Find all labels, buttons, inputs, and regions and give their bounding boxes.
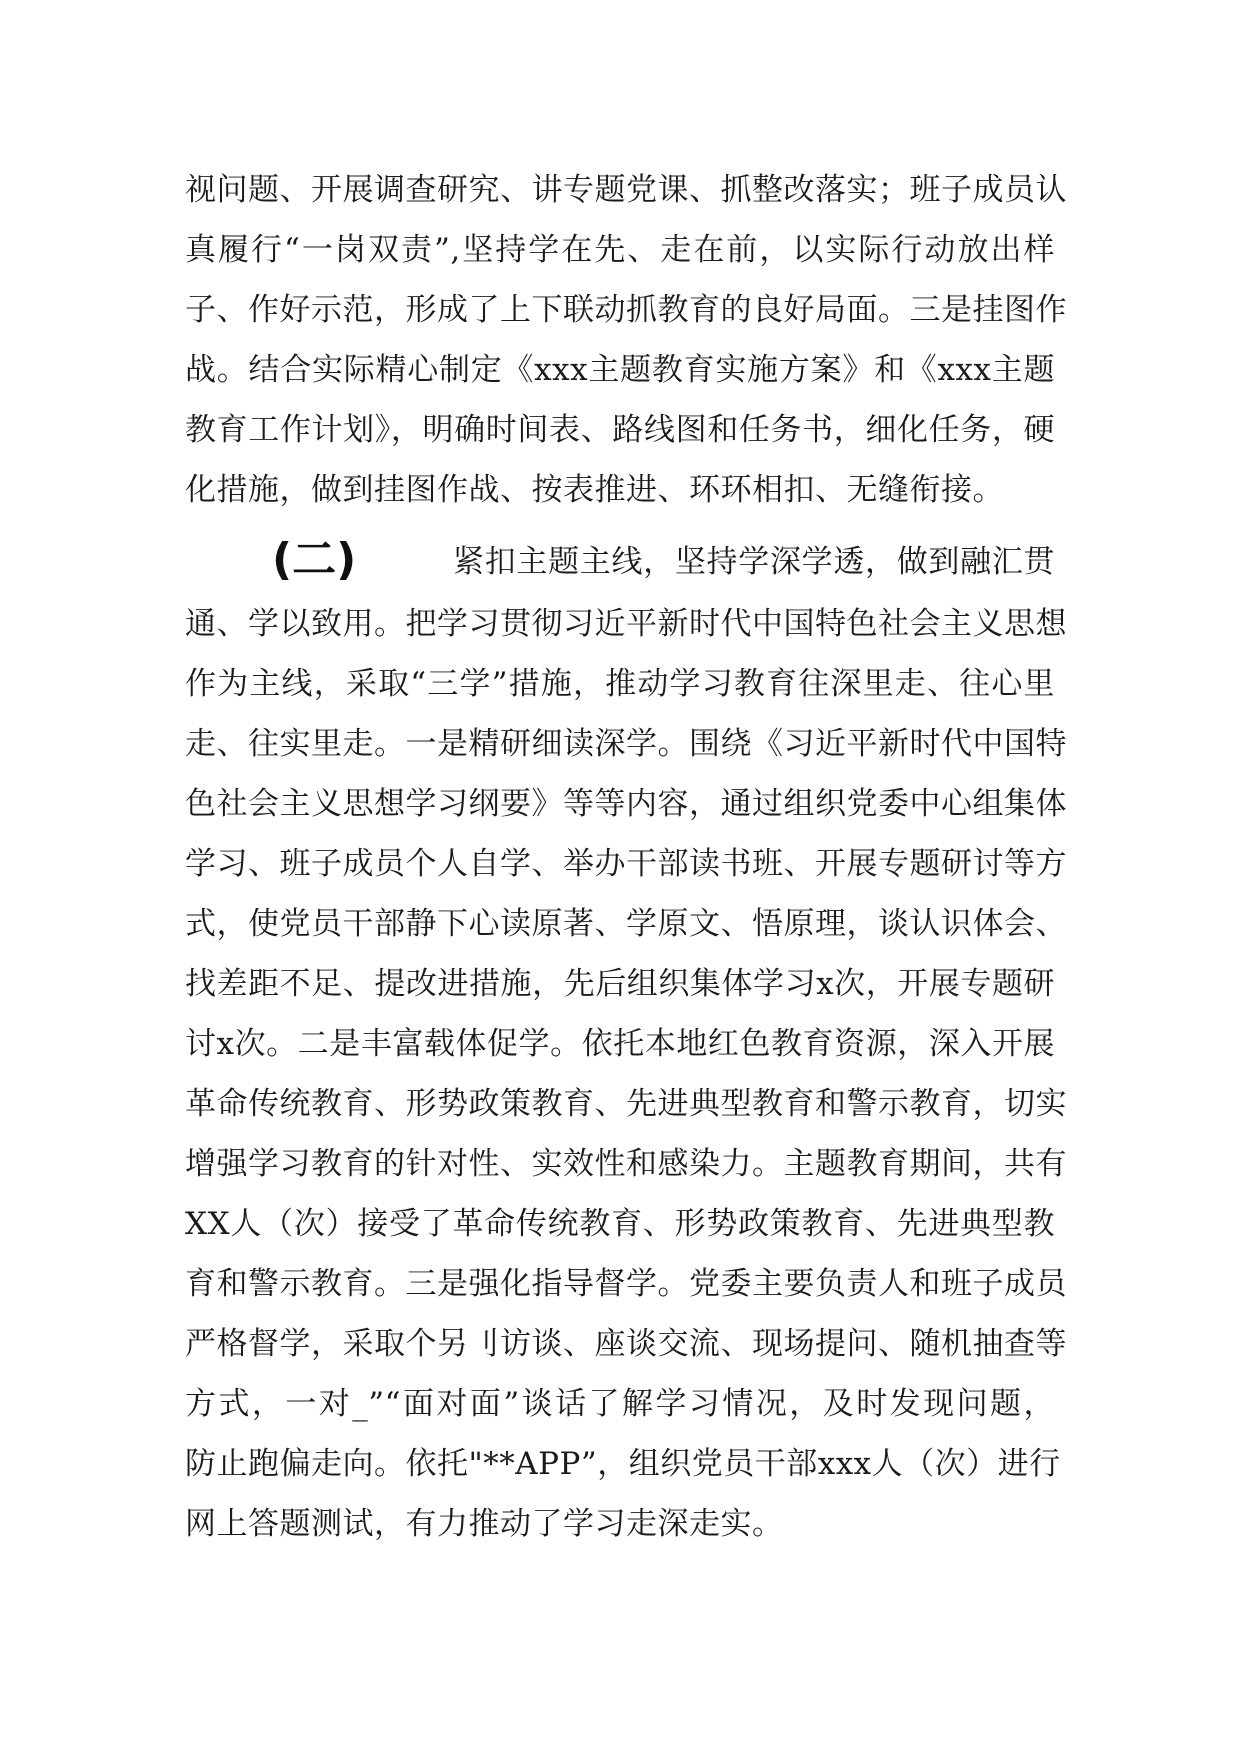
text-line: 严格督学，采取个另刂访谈、座谈交流、现场提问、随机抽查等 <box>185 1326 1067 1362</box>
text-line: 作为主线，采取“三学”措施，推动学习教育往深里走、往心里 <box>185 666 1055 702</box>
section-heading <box>185 530 1055 594</box>
text-line: 真履行“一岗双责”,坚持学在先、走在前，以实际行动放出样 <box>185 232 1055 268</box>
text-line: 战。结合实际精心制定《xxx主题教育实施方案》和《xxx主题 <box>185 352 1055 388</box>
text-line: 化措施，做到挂图作战、按表推进、环环相扣、无缝衔接。 <box>185 472 1004 508</box>
text-line: 子、作好示范，形成了上下联动抓教育的良好局面。三是挂图作 <box>185 292 1067 328</box>
text-line: 方式，一对_”“面对面”谈话了解学习情况，及时发现问题， <box>185 1386 1055 1422</box>
text-line: 式，使党员干部静下心读原著、学原文、悟原理，谈认识体会、 <box>185 906 1067 942</box>
text-line: XX人（次）接受了革命传统教育、形势政策教育、先进典型教 <box>185 1206 1055 1242</box>
text-line: 增强学习教育的针对性、实效性和感染力。主题教育期间，共有 <box>185 1146 1067 1182</box>
text-line: 色社会主义思想学习纲要》等等内容，通过组织党委中心组集体 <box>185 786 1067 822</box>
text-line: 革命传统教育、形势政策教育、先进典型教育和警示教育，切实 <box>185 1086 1067 1122</box>
section-heading-text: 紧扣主题主线，坚持学深学透，做到融汇贯 <box>453 544 1055 580</box>
text-line: 找差距不足、提改进措施，先后组织集体学习x次，开展专题研 <box>185 966 1055 1002</box>
text-line: 网上答题测试，有力推动了学习走深走实。 <box>185 1506 784 1542</box>
text-line: 视问题、开展调查研究、讲专题党课、抓整改落实；班子成员认 <box>185 172 1067 208</box>
paragraph-section-2 <box>185 530 1067 1554</box>
text-line: 学习、班子成员个人自学、举办干部读书班、开展专题研讨等方 <box>185 846 1067 882</box>
paragraph-section-1 <box>185 160 1067 520</box>
text-line: 育和警示教育。三是强化指导督学。党委主要负责人和班子成员 <box>185 1266 1067 1302</box>
text-line: 防止跑偏走向。依托"**APP”，组织党员干部xxx人（次）进行 <box>185 1446 1061 1482</box>
text-line: 走、往实里走。一是精研细读深学。围绕《习近平新时代中国特 <box>185 726 1067 762</box>
text-line: 讨x次。二是丰富载体促学。依托本地红色教育资源，深入开展 <box>185 1026 1055 1062</box>
section-number: (二) <box>272 534 357 585</box>
text-line: 教育工作计划》，明确时间表、路线图和任务书，细化任务，硬 <box>185 412 1055 448</box>
text-line: 通、学以致用。把学习贯彻习近平新时代中国特色社会主义思想 <box>185 606 1067 642</box>
